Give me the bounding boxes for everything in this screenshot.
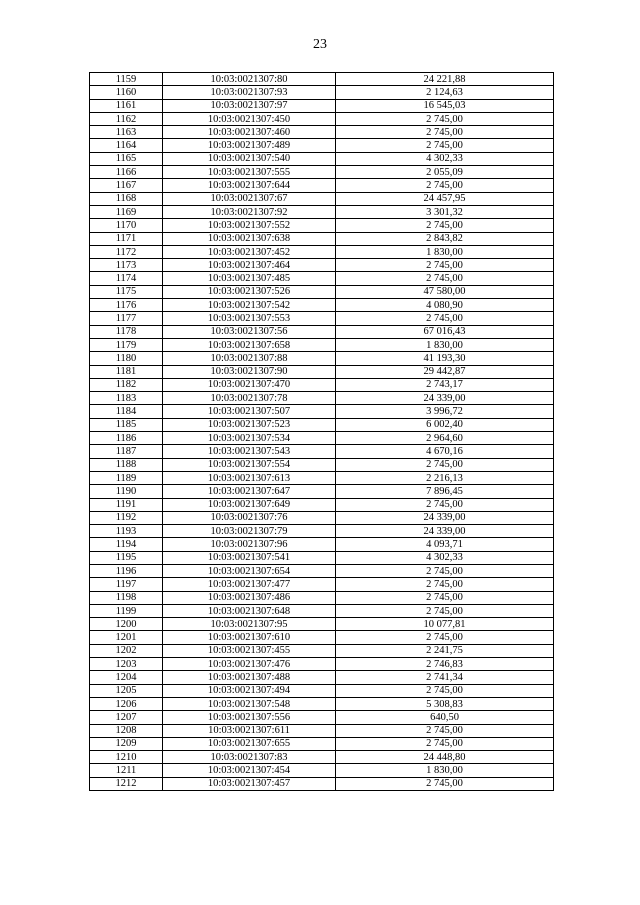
table-row: [90, 564, 554, 577]
table-row: [90, 604, 554, 617]
value-cell: 4 080,90: [336, 299, 554, 312]
row-number-cell: 1177: [90, 312, 163, 325]
table-row: [90, 445, 554, 458]
value-cell: 41 193,30: [336, 352, 554, 365]
table-row: [90, 724, 554, 737]
table-row: [90, 631, 554, 644]
cadastral-number-cell: 10:03:0021307:648: [163, 604, 336, 617]
table-row: [90, 126, 554, 139]
row-number-cell: 1211: [90, 764, 163, 777]
row-number-cell: 1172: [90, 245, 163, 258]
value-cell: 2 124,63: [336, 86, 554, 99]
row-number-cell: 1187: [90, 445, 163, 458]
row-number-cell: 1205: [90, 684, 163, 697]
cadastral-number-cell: 10:03:0021307:507: [163, 405, 336, 418]
cadastral-number-cell: 10:03:0021307:67: [163, 192, 336, 205]
value-cell: 6 002,40: [336, 418, 554, 431]
value-cell: 2 745,00: [336, 498, 554, 511]
cadastral-number-cell: 10:03:0021307:644: [163, 179, 336, 192]
table-row: [90, 764, 554, 777]
value-cell: 2 745,00: [336, 684, 554, 697]
value-cell: 5 308,83: [336, 697, 554, 710]
table-row: [90, 498, 554, 511]
value-cell: 2 745,00: [336, 112, 554, 125]
row-number-cell: 1208: [90, 724, 163, 737]
cadastral-number-cell: 10:03:0021307:78: [163, 392, 336, 405]
value-cell: 24 339,00: [336, 511, 554, 524]
cadastral-number-cell: 10:03:0021307:647: [163, 485, 336, 498]
value-cell: 2 055,09: [336, 166, 554, 179]
value-cell: 2 241,75: [336, 644, 554, 657]
value-cell: 4 670,16: [336, 445, 554, 458]
row-number-cell: 1191: [90, 498, 163, 511]
table-row: [90, 551, 554, 564]
row-number-cell: 1199: [90, 604, 163, 617]
cadastral-number-cell: 10:03:0021307:523: [163, 418, 336, 431]
page-number: 23: [313, 37, 327, 52]
row-number-cell: 1164: [90, 139, 163, 152]
cadastral-number-cell: 10:03:0021307:556: [163, 711, 336, 724]
table-row: [90, 485, 554, 498]
row-number-cell: 1163: [90, 126, 163, 139]
table-row: [90, 405, 554, 418]
row-number-cell: 1181: [90, 365, 163, 378]
value-cell: 2 745,00: [336, 259, 554, 272]
cadastral-number-cell: 10:03:0021307:610: [163, 631, 336, 644]
table-row: [90, 232, 554, 245]
cadastral-number-cell: 10:03:0021307:97: [163, 99, 336, 112]
value-cell: 2 745,00: [336, 724, 554, 737]
value-cell: 24 448,80: [336, 751, 554, 764]
cadastral-number-cell: 10:03:0021307:93: [163, 86, 336, 99]
table-row: [90, 259, 554, 272]
row-number-cell: 1170: [90, 219, 163, 232]
cadastral-number-cell: 10:03:0021307:552: [163, 219, 336, 232]
table-row: [90, 511, 554, 524]
value-cell: 10 077,81: [336, 618, 554, 631]
cadastral-number-cell: 10:03:0021307:553: [163, 312, 336, 325]
row-number-cell: 1203: [90, 658, 163, 671]
cadastral-number-cell: 10:03:0021307:477: [163, 578, 336, 591]
value-cell: 29 442,87: [336, 365, 554, 378]
table-row: [90, 139, 554, 152]
table-row: [90, 644, 554, 657]
value-cell: 4 302,33: [336, 551, 554, 564]
cadastral-number-cell: 10:03:0021307:494: [163, 684, 336, 697]
value-cell: 47 580,00: [336, 285, 554, 298]
value-cell: 2 964,60: [336, 432, 554, 445]
cadastral-number-cell: 10:03:0021307:649: [163, 498, 336, 511]
table-row: [90, 312, 554, 325]
row-number-cell: 1207: [90, 711, 163, 724]
row-number-cell: 1196: [90, 564, 163, 577]
table-row: [90, 418, 554, 431]
value-cell: 2 745,00: [336, 564, 554, 577]
row-number-cell: 1190: [90, 485, 163, 498]
row-number-cell: 1173: [90, 259, 163, 272]
cadastral-number-cell: 10:03:0021307:83: [163, 751, 336, 764]
row-number-cell: 1201: [90, 631, 163, 644]
cadastral-number-cell: 10:03:0021307:638: [163, 232, 336, 245]
row-number-cell: 1195: [90, 551, 163, 564]
cadastral-number-cell: 10:03:0021307:450: [163, 112, 336, 125]
cadastral-number-cell: 10:03:0021307:542: [163, 299, 336, 312]
cadastral-number-cell: 10:03:0021307:488: [163, 671, 336, 684]
row-number-cell: 1182: [90, 378, 163, 391]
table-row: [90, 245, 554, 258]
table-row: [90, 471, 554, 484]
cadastral-number-cell: 10:03:0021307:80: [163, 73, 336, 86]
cadastral-number-cell: 10:03:0021307:88: [163, 352, 336, 365]
cadastral-number-cell: 10:03:0021307:455: [163, 644, 336, 657]
row-number-cell: 1193: [90, 525, 163, 538]
table-row: [90, 299, 554, 312]
value-cell: 4 302,33: [336, 152, 554, 165]
row-number-cell: 1185: [90, 418, 163, 431]
value-cell: 2 745,00: [336, 179, 554, 192]
value-cell: 640,50: [336, 711, 554, 724]
row-number-cell: 1210: [90, 751, 163, 764]
cadastral-number-cell: 10:03:0021307:464: [163, 259, 336, 272]
value-cell: 2 745,00: [336, 312, 554, 325]
value-cell: 1 830,00: [336, 338, 554, 351]
value-cell: 3 996,72: [336, 405, 554, 418]
table-row: [90, 192, 554, 205]
row-number-cell: 1159: [90, 73, 163, 86]
row-number-cell: 1204: [90, 671, 163, 684]
row-number-cell: 1202: [90, 644, 163, 657]
cadastral-number-cell: 10:03:0021307:470: [163, 378, 336, 391]
row-number-cell: 1180: [90, 352, 163, 365]
value-cell: 2 216,13: [336, 471, 554, 484]
value-cell: 2 745,00: [336, 631, 554, 644]
table-row: [90, 697, 554, 710]
table-row: [90, 86, 554, 99]
cadastral-number-cell: 10:03:0021307:489: [163, 139, 336, 152]
cadastral-number-cell: 10:03:0021307:534: [163, 432, 336, 445]
table-row: [90, 285, 554, 298]
value-cell: 2 745,00: [336, 604, 554, 617]
table-row: [90, 392, 554, 405]
value-cell: 2 745,00: [336, 139, 554, 152]
table-row: [90, 578, 554, 591]
value-cell: 2 745,00: [336, 737, 554, 750]
value-cell: 2 843,82: [336, 232, 554, 245]
table-row: [90, 179, 554, 192]
value-cell: 2 745,00: [336, 458, 554, 471]
cadastral-number-cell: 10:03:0021307:454: [163, 764, 336, 777]
table-row: [90, 73, 554, 86]
value-cell: 67 016,43: [336, 325, 554, 338]
row-number-cell: 1178: [90, 325, 163, 338]
table-row: [90, 325, 554, 338]
table-body: [90, 73, 554, 791]
cadastral-number-cell: 10:03:0021307:457: [163, 777, 336, 790]
row-number-cell: 1175: [90, 285, 163, 298]
cadastral-number-cell: 10:03:0021307:613: [163, 471, 336, 484]
row-number-cell: 1176: [90, 299, 163, 312]
cadastral-number-cell: 10:03:0021307:76: [163, 511, 336, 524]
row-number-cell: 1192: [90, 511, 163, 524]
row-number-cell: 1174: [90, 272, 163, 285]
cadastral-number-cell: 10:03:0021307:96: [163, 538, 336, 551]
value-cell: 24 339,00: [336, 392, 554, 405]
table-row: [90, 618, 554, 631]
table-row: [90, 671, 554, 684]
cadastral-number-cell: 10:03:0021307:452: [163, 245, 336, 258]
cadastral-number-cell: 10:03:0021307:56: [163, 325, 336, 338]
row-number-cell: 1169: [90, 205, 163, 218]
row-number-cell: 1168: [90, 192, 163, 205]
table-row: [90, 538, 554, 551]
value-cell: 1 830,00: [336, 764, 554, 777]
value-cell: 24 457,95: [336, 192, 554, 205]
cadastral-number-cell: 10:03:0021307:658: [163, 338, 336, 351]
row-number-cell: 1189: [90, 471, 163, 484]
value-cell: 2 745,00: [336, 578, 554, 591]
cadastral-number-cell: 10:03:0021307:541: [163, 551, 336, 564]
row-number-cell: 1198: [90, 591, 163, 604]
cadastral-number-cell: 10:03:0021307:79: [163, 525, 336, 538]
cadastral-number-cell: 10:03:0021307:543: [163, 445, 336, 458]
table-row: [90, 338, 554, 351]
table-row: [90, 658, 554, 671]
table-row: [90, 711, 554, 724]
value-cell: 2 745,00: [336, 777, 554, 790]
row-number-cell: 1167: [90, 179, 163, 192]
cadastral-number-cell: 10:03:0021307:92: [163, 205, 336, 218]
value-cell: 2 743,17: [336, 378, 554, 391]
value-cell: 7 896,45: [336, 485, 554, 498]
cadastral-number-cell: 10:03:0021307:554: [163, 458, 336, 471]
row-number-cell: 1171: [90, 232, 163, 245]
row-number-cell: 1188: [90, 458, 163, 471]
row-number-cell: 1160: [90, 86, 163, 99]
value-cell: 16 545,03: [336, 99, 554, 112]
row-number-cell: 1194: [90, 538, 163, 551]
value-cell: 24 221,88: [336, 73, 554, 86]
row-number-cell: 1206: [90, 697, 163, 710]
table-row: [90, 352, 554, 365]
cadastral-number-cell: 10:03:0021307:654: [163, 564, 336, 577]
table-row: [90, 152, 554, 165]
table-row: [90, 591, 554, 604]
value-cell: 2 745,00: [336, 272, 554, 285]
row-number-cell: 1165: [90, 152, 163, 165]
table-row: [90, 684, 554, 697]
value-cell: 1 830,00: [336, 245, 554, 258]
cadastral-number-cell: 10:03:0021307:486: [163, 591, 336, 604]
value-cell: 4 093,71: [336, 538, 554, 551]
row-number-cell: 1161: [90, 99, 163, 112]
row-number-cell: 1197: [90, 578, 163, 591]
table-row: [90, 112, 554, 125]
cadastral-number-cell: 10:03:0021307:95: [163, 618, 336, 631]
value-cell: 3 301,32: [336, 205, 554, 218]
value-cell: 2 746,83: [336, 658, 554, 671]
table-row: [90, 432, 554, 445]
table-row: [90, 99, 554, 112]
table-row: [90, 751, 554, 764]
table-row: [90, 737, 554, 750]
table-row: [90, 205, 554, 218]
cadastral-number-cell: 10:03:0021307:611: [163, 724, 336, 737]
row-number-cell: 1162: [90, 112, 163, 125]
row-number-cell: 1209: [90, 737, 163, 750]
data-table: [89, 72, 554, 791]
row-number-cell: 1186: [90, 432, 163, 445]
table-row: [90, 272, 554, 285]
table-row: [90, 219, 554, 232]
cadastral-number-cell: 10:03:0021307:476: [163, 658, 336, 671]
cadastral-number-cell: 10:03:0021307:526: [163, 285, 336, 298]
cadastral-number-cell: 10:03:0021307:555: [163, 166, 336, 179]
row-number-cell: 1200: [90, 618, 163, 631]
row-number-cell: 1179: [90, 338, 163, 351]
table-row: [90, 166, 554, 179]
table-row: [90, 458, 554, 471]
row-number-cell: 1184: [90, 405, 163, 418]
cadastral-number-cell: 10:03:0021307:548: [163, 697, 336, 710]
cadastral-number-cell: 10:03:0021307:655: [163, 737, 336, 750]
cadastral-number-cell: 10:03:0021307:540: [163, 152, 336, 165]
table-row: [90, 378, 554, 391]
cadastral-number-cell: 10:03:0021307:460: [163, 126, 336, 139]
value-cell: 2 745,00: [336, 219, 554, 232]
value-cell: 2 741,34: [336, 671, 554, 684]
cadastral-number-cell: 10:03:0021307:90: [163, 365, 336, 378]
value-cell: 2 745,00: [336, 126, 554, 139]
row-number-cell: 1212: [90, 777, 163, 790]
row-number-cell: 1166: [90, 166, 163, 179]
table-row: [90, 365, 554, 378]
value-cell: 24 339,00: [336, 525, 554, 538]
row-number-cell: 1183: [90, 392, 163, 405]
table-row: [90, 777, 554, 790]
value-cell: 2 745,00: [336, 591, 554, 604]
cadastral-number-cell: 10:03:0021307:485: [163, 272, 336, 285]
table-row: [90, 525, 554, 538]
